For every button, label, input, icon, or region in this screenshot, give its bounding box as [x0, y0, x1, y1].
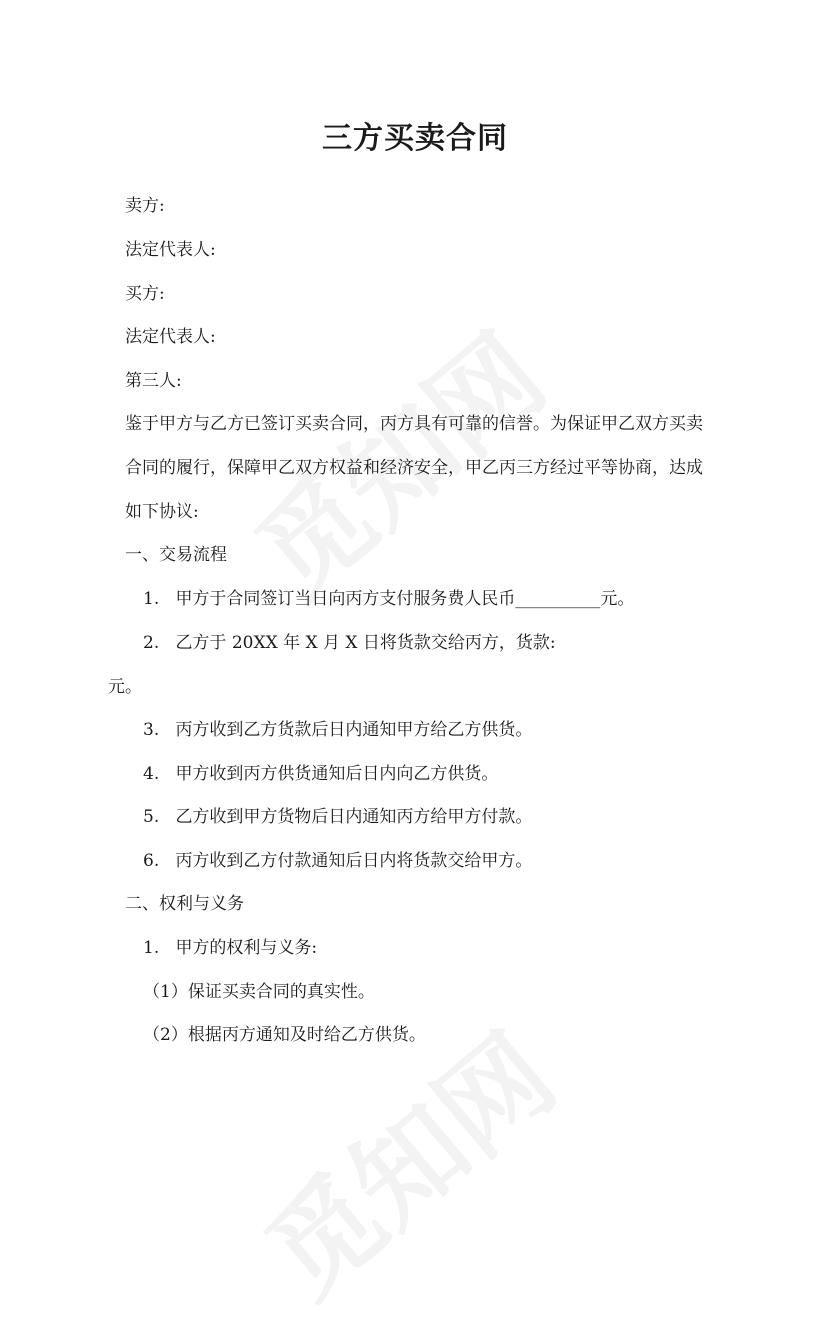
list-item	[143, 936, 317, 960]
list-item	[143, 762, 498, 786]
list-item	[143, 849, 532, 873]
section-heading: 二、权利与义务	[125, 894, 244, 914]
preamble-line: 如下协议:	[125, 502, 199, 522]
buyer-rep-label: 法定代表人:	[125, 327, 216, 347]
list-item-text: 乙方于 20XX 年 X 月 X 日将货款交给丙方，货款:	[175, 633, 556, 653]
list-item-number: 6.	[143, 851, 171, 871]
list-item-number: 1.	[143, 589, 171, 609]
preamble-line: 合同的履行，保障甲乙双方权益和经济安全，甲乙丙三方经过平等协商，达成	[125, 458, 703, 478]
list-item-text: 丙方收到乙方付款通知后日内将货款交给甲方。	[175, 851, 533, 871]
list-item-number: 5.	[143, 807, 171, 827]
document-title: 三方买卖合同	[322, 121, 508, 156]
list-item-text: 乙方收到甲方货物后日内通知丙方给甲方付款。	[175, 807, 533, 827]
buyer-label: 买方:	[125, 284, 165, 304]
list-item-text: 甲方于合同签订当日向丙方支付服务费人民币__________元。	[175, 589, 635, 609]
list-item	[143, 805, 532, 829]
list-item-text: 丙方收到乙方货款后日内通知甲方给乙方供货。	[175, 720, 533, 740]
sub-item: （1）保证买卖合同的真实性。	[143, 982, 375, 1002]
third-party-label: 第三人:	[125, 371, 182, 391]
list-item-number: 1.	[143, 938, 171, 958]
preamble-line: 鉴于甲方与乙方已签订买卖合同，丙方具有可靠的信誉。为保证甲乙双方买卖	[125, 414, 703, 434]
list-item-number: 2.	[143, 633, 171, 653]
sub-item: （2）根据丙方通知及时给乙方供货。	[143, 1025, 426, 1045]
list-item-text: 甲方的权利与义务:	[175, 938, 318, 958]
section-heading: 一、交易流程	[125, 545, 227, 565]
list-item-number: 4.	[143, 764, 171, 784]
list-item	[143, 631, 556, 655]
list-item	[143, 718, 532, 742]
list-item-continuation: 元。	[108, 677, 142, 697]
list-item-number: 3.	[143, 720, 171, 740]
seller-rep-label: 法定代表人:	[125, 240, 216, 260]
seller-label: 卖方:	[125, 196, 165, 216]
list-item	[143, 587, 634, 611]
list-item-text: 甲方收到丙方供货通知后日内向乙方供货。	[175, 764, 499, 784]
